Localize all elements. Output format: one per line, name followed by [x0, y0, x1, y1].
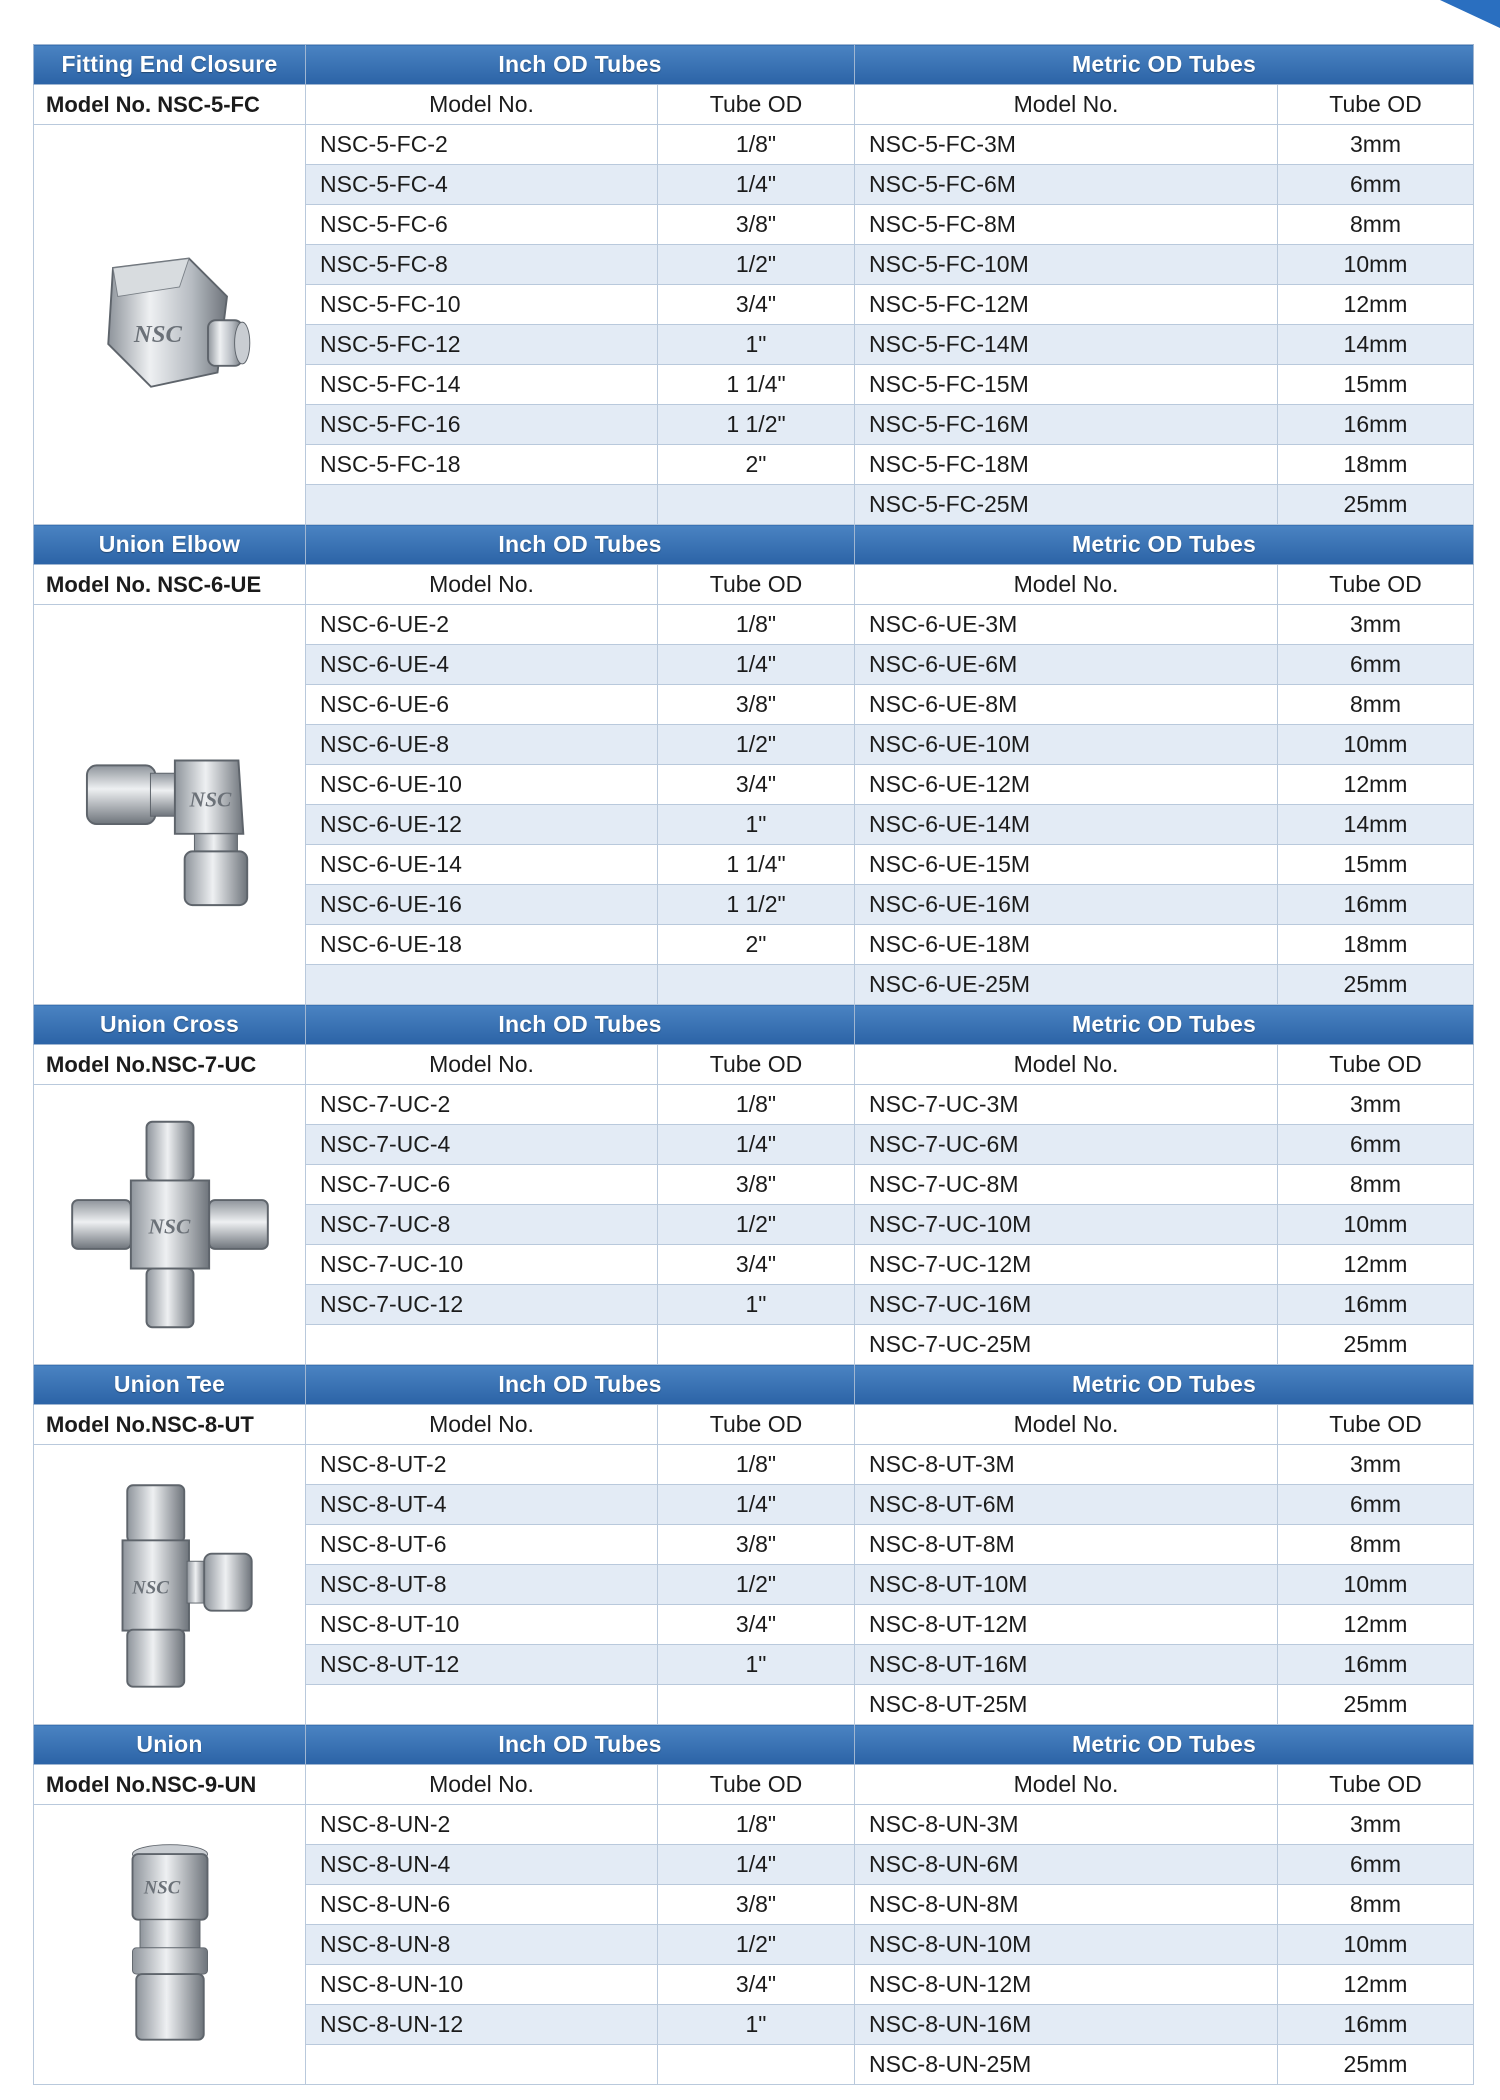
inch-model-cell: NSC-7-UC-12 [306, 1285, 658, 1325]
inch-od-cell: 1" [658, 2005, 855, 2045]
metric-od-cell: 25mm [1278, 2045, 1474, 2085]
inch-od-cell: 1/2" [658, 1565, 855, 1605]
metric-od-cell: 10mm [1278, 1925, 1474, 1965]
metric-model-cell: NSC-5-FC-8M [855, 205, 1278, 245]
model-number-label: Model No. NSC-6-UE [34, 565, 306, 605]
inch-model-cell: NSC-7-UC-8 [306, 1205, 658, 1245]
metric-model-column-header: Model No. [855, 85, 1278, 125]
inch-od-cell [658, 965, 855, 1005]
inch-model-cell [306, 2045, 658, 2085]
section-header-row [34, 45, 1474, 85]
section-title: Fitting End Closure [34, 45, 306, 85]
metric-od-column-header: Tube OD [1278, 1045, 1474, 1085]
metric-model-cell: NSC-5-FC-18M [855, 445, 1278, 485]
inch-od-header: Inch OD Tubes [306, 45, 855, 85]
metric-od-cell: 15mm [1278, 365, 1474, 405]
inch-model-cell: NSC-5-FC-4 [306, 165, 658, 205]
inch-od-header: Inch OD Tubes [306, 1365, 855, 1405]
metric-od-cell: 8mm [1278, 1525, 1474, 1565]
metric-od-cell: 3mm [1278, 125, 1474, 165]
fitting-image [34, 1085, 306, 1365]
inch-od-cell: 1/2" [658, 1925, 855, 1965]
inch-model-cell [306, 1685, 658, 1725]
inch-model-cell: NSC-6-UE-4 [306, 645, 658, 685]
inch-od-cell: 3/4" [658, 765, 855, 805]
metric-model-cell: NSC-7-UC-25M [855, 1325, 1278, 1365]
metric-od-cell: 12mm [1278, 1605, 1474, 1645]
inch-od-cell: 1/8" [658, 605, 855, 645]
metric-model-cell: NSC-8-UT-6M [855, 1485, 1278, 1525]
metric-od-header: Metric OD Tubes [855, 1725, 1474, 1765]
metric-od-cell: 10mm [1278, 245, 1474, 285]
table-row [34, 125, 1474, 165]
metric-model-cell: NSC-8-UN-25M [855, 2045, 1278, 2085]
inch-model-column-header: Model No. [306, 1405, 658, 1445]
inch-model-cell: NSC-8-UN-8 [306, 1925, 658, 1965]
metric-od-cell: 16mm [1278, 405, 1474, 445]
metric-od-cell: 18mm [1278, 445, 1474, 485]
table-row [34, 1445, 1474, 1485]
column-header-row [34, 85, 1474, 125]
metric-od-cell: 25mm [1278, 485, 1474, 525]
metric-od-cell: 15mm [1278, 845, 1474, 885]
fitting-image [34, 1445, 306, 1725]
inch-model-cell: NSC-7-UC-6 [306, 1165, 658, 1205]
inch-od-cell: 1" [658, 1285, 855, 1325]
inch-model-cell: NSC-8-UN-12 [306, 2005, 658, 2045]
inch-model-cell: NSC-8-UT-12 [306, 1645, 658, 1685]
inch-od-cell: 3/8" [658, 1525, 855, 1565]
inch-od-cell: 1/4" [658, 1485, 855, 1525]
metric-od-cell: 16mm [1278, 885, 1474, 925]
inch-od-cell: 3/4" [658, 1605, 855, 1645]
inch-model-cell: NSC-8-UT-10 [306, 1605, 658, 1645]
inch-model-cell: NSC-8-UN-6 [306, 1885, 658, 1925]
metric-od-cell: 8mm [1278, 685, 1474, 725]
metric-od-column-header: Tube OD [1278, 85, 1474, 125]
metric-model-cell: NSC-8-UT-16M [855, 1645, 1278, 1685]
inch-model-cell: NSC-6-UE-2 [306, 605, 658, 645]
section-header-row [34, 1365, 1474, 1405]
metric-model-cell: NSC-6-UE-25M [855, 965, 1278, 1005]
inch-model-cell: NSC-6-UE-14 [306, 845, 658, 885]
inch-model-cell: NSC-8-UT-4 [306, 1485, 658, 1525]
inch-od-header: Inch OD Tubes [306, 525, 855, 565]
metric-model-cell: NSC-8-UT-12M [855, 1605, 1278, 1645]
metric-od-cell: 10mm [1278, 1205, 1474, 1245]
metric-model-cell: NSC-8-UN-16M [855, 2005, 1278, 2045]
metric-model-cell: NSC-6-UE-12M [855, 765, 1278, 805]
metric-model-cell: NSC-7-UC-8M [855, 1165, 1278, 1205]
inch-od-header: Inch OD Tubes [306, 1725, 855, 1765]
inch-model-cell: NSC-5-FC-12 [306, 325, 658, 365]
column-header-row [34, 1405, 1474, 1445]
inch-od-cell: 1 1/4" [658, 845, 855, 885]
inch-model-column-header: Model No. [306, 1765, 658, 1805]
metric-od-cell: 3mm [1278, 1805, 1474, 1845]
inch-model-cell: NSC-7-UC-2 [306, 1085, 658, 1125]
model-number-label: Model No. NSC-5-FC [34, 85, 306, 125]
metric-model-cell: NSC-5-FC-25M [855, 485, 1278, 525]
inch-model-cell: NSC-6-UE-12 [306, 805, 658, 845]
inch-model-cell: NSC-6-UE-6 [306, 685, 658, 725]
column-header-row [34, 565, 1474, 605]
metric-od-cell: 3mm [1278, 605, 1474, 645]
metric-od-cell: 25mm [1278, 1325, 1474, 1365]
metric-model-column-header: Model No. [855, 1765, 1278, 1805]
section-title: Union Cross [34, 1005, 306, 1045]
svg-text:NSC: NSC [143, 1876, 180, 1898]
section-header-row [34, 525, 1474, 565]
inch-od-cell: 1" [658, 1645, 855, 1685]
metric-model-cell: NSC-5-FC-15M [855, 365, 1278, 405]
section-header-row [34, 1005, 1474, 1045]
union-fitting-icon [95, 1835, 245, 2055]
fitting-image [34, 1805, 306, 2085]
metric-model-cell: NSC-8-UN-8M [855, 1885, 1278, 1925]
inch-od-cell: 1 1/4" [658, 365, 855, 405]
metric-model-cell: NSC-7-UC-16M [855, 1285, 1278, 1325]
union-cross-fitting-icon [60, 1112, 280, 1337]
metric-od-cell: 16mm [1278, 1285, 1474, 1325]
inch-od-cell [658, 1325, 855, 1365]
metric-od-cell: 18mm [1278, 925, 1474, 965]
metric-model-cell: NSC-6-UE-10M [855, 725, 1278, 765]
metric-od-cell: 16mm [1278, 1645, 1474, 1685]
metric-model-cell: NSC-8-UN-12M [855, 1965, 1278, 2005]
metric-model-cell: NSC-8-UT-3M [855, 1445, 1278, 1485]
inch-od-cell [658, 2045, 855, 2085]
inch-od-cell: 3/8" [658, 1885, 855, 1925]
metric-model-column-header: Model No. [855, 1045, 1278, 1085]
fittings-table-body [34, 45, 1474, 2085]
inch-od-cell: 1/8" [658, 125, 855, 165]
inch-od-column-header: Tube OD [658, 1045, 855, 1085]
metric-model-cell: NSC-5-FC-6M [855, 165, 1278, 205]
metric-model-cell: NSC-6-UE-3M [855, 605, 1278, 645]
inch-model-column-header: Model No. [306, 1045, 658, 1085]
metric-model-cell: NSC-8-UT-10M [855, 1565, 1278, 1605]
inch-od-cell [658, 485, 855, 525]
metric-od-cell: 10mm [1278, 725, 1474, 765]
inch-od-cell: 3/8" [658, 1165, 855, 1205]
metric-model-cell: NSC-8-UT-25M [855, 1685, 1278, 1725]
metric-od-cell: 3mm [1278, 1085, 1474, 1125]
inch-od-column-header: Tube OD [658, 85, 855, 125]
inch-od-cell: 1 1/2" [658, 885, 855, 925]
inch-od-cell: 3/4" [658, 1965, 855, 2005]
inch-model-cell: NSC-6-UE-10 [306, 765, 658, 805]
corner-accent [1410, 0, 1500, 28]
metric-od-header: Metric OD Tubes [855, 45, 1474, 85]
inch-model-cell: NSC-5-FC-10 [306, 285, 658, 325]
table-row [34, 1805, 1474, 1845]
metric-model-cell: NSC-7-UC-12M [855, 1245, 1278, 1285]
section-header-row [34, 1725, 1474, 1765]
metric-model-cell: NSC-8-UN-10M [855, 1925, 1278, 1965]
metric-od-column-header: Tube OD [1278, 565, 1474, 605]
inch-model-cell [306, 1325, 658, 1365]
metric-od-header: Metric OD Tubes [855, 525, 1474, 565]
metric-od-cell: 14mm [1278, 325, 1474, 365]
metric-od-cell: 12mm [1278, 285, 1474, 325]
inch-od-cell: 1/2" [658, 1205, 855, 1245]
metric-model-cell: NSC-5-FC-14M [855, 325, 1278, 365]
metric-model-cell: NSC-6-UE-16M [855, 885, 1278, 925]
metric-model-cell: NSC-5-FC-3M [855, 125, 1278, 165]
inch-od-cell: 1 1/2" [658, 405, 855, 445]
metric-model-column-header: Model No. [855, 565, 1278, 605]
inch-od-cell: 1/4" [658, 165, 855, 205]
metric-od-cell: 25mm [1278, 965, 1474, 1005]
metric-model-cell: NSC-7-UC-10M [855, 1205, 1278, 1245]
inch-od-cell: 3/4" [658, 285, 855, 325]
model-number-label: Model No.NSC-8-UT [34, 1405, 306, 1445]
metric-model-cell: NSC-8-UT-8M [855, 1525, 1278, 1565]
metric-od-column-header: Tube OD [1278, 1765, 1474, 1805]
column-header-row [34, 1045, 1474, 1085]
metric-model-cell: NSC-5-FC-16M [855, 405, 1278, 445]
fitting-image [34, 605, 306, 1005]
metric-od-cell: 14mm [1278, 805, 1474, 845]
metric-od-cell: 6mm [1278, 165, 1474, 205]
metric-model-cell: NSC-5-FC-10M [855, 245, 1278, 285]
column-header-row [34, 1765, 1474, 1805]
model-number-label: Model No.NSC-9-UN [34, 1765, 306, 1805]
inch-od-cell: 1" [658, 325, 855, 365]
metric-model-cell: NSC-6-UE-15M [855, 845, 1278, 885]
inch-model-cell: NSC-5-FC-2 [306, 125, 658, 165]
inch-model-cell: NSC-6-UE-8 [306, 725, 658, 765]
inch-od-cell: 1/8" [658, 1805, 855, 1845]
inch-model-cell: NSC-8-UT-2 [306, 1445, 658, 1485]
inch-model-cell: NSC-8-UT-6 [306, 1525, 658, 1565]
metric-od-cell: 3mm [1278, 1445, 1474, 1485]
metric-od-column-header: Tube OD [1278, 1405, 1474, 1445]
fitting-image [34, 125, 306, 525]
inch-od-cell: 1" [658, 805, 855, 845]
union-elbow-fitting-icon [70, 697, 270, 912]
inch-model-cell: NSC-7-UC-4 [306, 1125, 658, 1165]
metric-model-cell: NSC-5-FC-12M [855, 285, 1278, 325]
metric-model-cell: NSC-6-UE-6M [855, 645, 1278, 685]
inch-od-column-header: Tube OD [658, 1405, 855, 1445]
inch-model-cell: NSC-8-UN-2 [306, 1805, 658, 1845]
inch-model-cell: NSC-8-UT-8 [306, 1565, 658, 1605]
inch-model-cell [306, 965, 658, 1005]
metric-model-cell: NSC-6-UE-18M [855, 925, 1278, 965]
metric-od-cell: 12mm [1278, 1965, 1474, 2005]
union-tee-fitting-icon [75, 1475, 265, 1695]
metric-od-cell: 6mm [1278, 645, 1474, 685]
metric-model-cell: NSC-6-UE-8M [855, 685, 1278, 725]
table-row [34, 605, 1474, 645]
inch-model-cell: NSC-8-UN-10 [306, 1965, 658, 2005]
section-title: Union Elbow [34, 525, 306, 565]
inch-model-cell [306, 485, 658, 525]
metric-od-cell: 8mm [1278, 205, 1474, 245]
fittings-spec-table [33, 44, 1474, 2085]
metric-od-cell: 25mm [1278, 1685, 1474, 1725]
metric-od-header: Metric OD Tubes [855, 1365, 1474, 1405]
metric-od-cell: 16mm [1278, 2005, 1474, 2045]
section-title: Union Tee [34, 1365, 306, 1405]
metric-od-cell: 8mm [1278, 1885, 1474, 1925]
metric-od-cell: 12mm [1278, 1245, 1474, 1285]
inch-od-column-header: Tube OD [658, 1765, 855, 1805]
end-closure-fitting-icon [75, 230, 265, 420]
metric-od-cell: 12mm [1278, 765, 1474, 805]
inch-od-cell: 1/4" [658, 1845, 855, 1885]
inch-od-cell: 1/8" [658, 1445, 855, 1485]
metric-model-cell: NSC-6-UE-14M [855, 805, 1278, 845]
inch-model-cell: NSC-5-FC-14 [306, 365, 658, 405]
metric-model-column-header: Model No. [855, 1405, 1278, 1445]
inch-od-cell: 1/2" [658, 245, 855, 285]
inch-od-cell: 3/8" [658, 205, 855, 245]
inch-od-cell [658, 1685, 855, 1725]
metric-od-cell: 8mm [1278, 1165, 1474, 1205]
metric-model-cell: NSC-7-UC-3M [855, 1085, 1278, 1125]
svg-text:NSC: NSC [133, 320, 182, 348]
inch-od-cell: 3/8" [658, 685, 855, 725]
table-row [34, 1085, 1474, 1125]
inch-model-cell: NSC-6-UE-18 [306, 925, 658, 965]
inch-model-cell: NSC-5-FC-8 [306, 245, 658, 285]
inch-model-cell: NSC-6-UE-16 [306, 885, 658, 925]
model-number-label: Model No.NSC-7-UC [34, 1045, 306, 1085]
metric-model-cell: NSC-8-UN-6M [855, 1845, 1278, 1885]
inch-model-cell: NSC-5-FC-18 [306, 445, 658, 485]
section-title: Union [34, 1725, 306, 1765]
inch-model-column-header: Model No. [306, 85, 658, 125]
metric-od-cell: 6mm [1278, 1845, 1474, 1885]
inch-model-cell: NSC-5-FC-6 [306, 205, 658, 245]
metric-od-cell: 6mm [1278, 1485, 1474, 1525]
inch-model-column-header: Model No. [306, 565, 658, 605]
inch-od-cell: 1/4" [658, 1125, 855, 1165]
inch-od-cell: 1/8" [658, 1085, 855, 1125]
inch-od-cell: 1/2" [658, 725, 855, 765]
metric-od-cell: 10mm [1278, 1565, 1474, 1605]
svg-text:NSC: NSC [189, 787, 231, 812]
inch-od-header: Inch OD Tubes [306, 1005, 855, 1045]
inch-model-cell: NSC-7-UC-10 [306, 1245, 658, 1285]
svg-text:NSC: NSC [131, 1577, 169, 1599]
metric-od-cell: 6mm [1278, 1125, 1474, 1165]
metric-model-cell: NSC-7-UC-6M [855, 1125, 1278, 1165]
inch-model-cell: NSC-5-FC-16 [306, 405, 658, 445]
inch-od-cell: 3/4" [658, 1245, 855, 1285]
inch-od-cell: 1/4" [658, 645, 855, 685]
inch-od-column-header: Tube OD [658, 565, 855, 605]
metric-model-cell: NSC-8-UN-3M [855, 1805, 1278, 1845]
svg-text:NSC: NSC [147, 1214, 190, 1239]
inch-od-cell: 2" [658, 925, 855, 965]
metric-od-header: Metric OD Tubes [855, 1005, 1474, 1045]
inch-od-cell: 2" [658, 445, 855, 485]
inch-model-cell: NSC-8-UN-4 [306, 1845, 658, 1885]
